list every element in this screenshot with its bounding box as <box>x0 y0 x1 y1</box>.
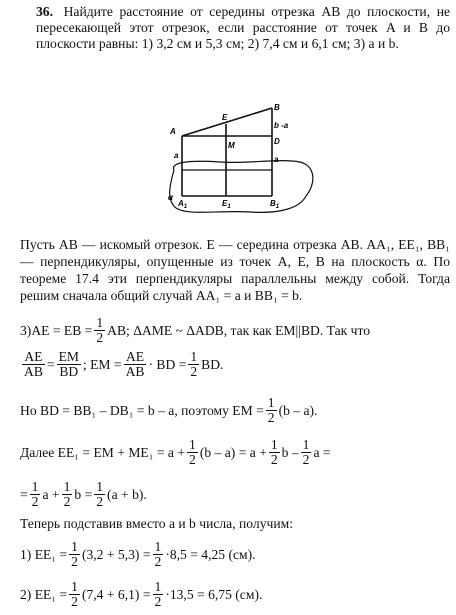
solution-line-2: $\frac{AE}{AB}$ = $\frac{EM}{BD}$ ; EM = $\frac{AE}{AB}$ · BD = $\frac{1}{2}$ BD. <box>24 349 224 379</box>
solution-line-5: = $\frac{1}{2}$ a + $\frac{1}{2}$ b = $\frac{1}{2}$ (a + b). <box>20 479 147 509</box>
label-A1: $A_1$ <box>178 199 188 210</box>
fraction: $\frac{1}{2}$ <box>189 437 196 467</box>
label-A: A <box>170 127 176 136</box>
solution-line-4: Далее EE₁ = EM + ME₁ = a + $\frac{1}{2}$ (b – a) = a + $\frac{1}{2}$ b – $\frac{1}{2}$ a = <box>20 437 331 467</box>
label-a-right: a <box>274 155 279 164</box>
fraction: $\frac{1}{2}$ <box>154 539 162 569</box>
label-B1: $B_1$ <box>270 199 280 210</box>
fraction: $\frac{1}{2}$ <box>190 349 198 379</box>
problem-number: 36. <box>36 4 53 19</box>
fraction: $\frac{1}{2}$ <box>71 579 78 609</box>
label-E: E <box>222 113 228 122</box>
label-B: B <box>274 104 280 112</box>
label-D: D <box>274 137 280 146</box>
fraction: $\frac{1}{2}$ <box>63 479 71 509</box>
solution-line-6: Теперь подставив вместо a и b числа, получим: <box>20 516 293 531</box>
fraction: $\frac{1}{2}$ <box>31 479 39 509</box>
label-b-minus-a: b -a <box>274 121 289 130</box>
fraction: $\frac{1}{2}$ <box>267 395 275 425</box>
problem-text: Найдите расстояние от середины отрезка AB до плоскости, не пересекающей этот отрезок, если расстояние от точек A и B до плоскости равны: 1) 3,2 см и 5,3 см; 2) 7,4 см и 6,1 см; 3) a и b. <box>36 4 450 52</box>
solution-line-3: Но BD = BB₁ – DB₁ = b – a, поэтому EM = $\frac{1}{2}$ (b – a). <box>20 395 318 425</box>
fraction: $\frac{1}{2}$ <box>96 315 104 345</box>
geometry-figure <box>160 104 320 224</box>
fraction: $\frac{AE}{AB}$ <box>125 349 145 379</box>
label-M: M <box>228 141 235 150</box>
solution-intro: Пусть AB — искомый отрезок. E — середина отрезка AB. AA₁, EE₁, BB₁ — перпендикуляры, опущенные из точек A, E, B на плоскость α. По теореме 17.4 эти перпендикуляры параллельны между собой. Тогда решим сначала общий случай AA₁ = a и BB₁ = b. <box>20 237 450 303</box>
plane-alpha <box>170 161 313 213</box>
fraction: $\frac{1}{2}$ <box>302 437 310 467</box>
label-a-left: a <box>174 151 179 160</box>
problem-statement <box>36 4 450 53</box>
fraction: $\frac{EM}{BD}$ <box>58 349 79 379</box>
label-E1: $E_1$ <box>222 199 231 210</box>
solution-line-1: 3)AE = EB = $\frac{1}{2}$ AB; ΔAME ~ ΔADB, так как EM||BD. Так что <box>20 315 371 345</box>
label-alpha: α <box>168 193 173 202</box>
fraction: $\frac{1}{2}$ <box>96 479 104 509</box>
solution-line-8: 2) EE₁ = $\frac{1}{2}$ (7,4 + 6,1) = $\frac{1}{2}$ ·13,5 = 6,75 (см). <box>20 579 263 609</box>
fraction: $\frac{1}{2}$ <box>154 579 162 609</box>
fraction: $\frac{1}{2}$ <box>270 437 278 467</box>
fraction: $\frac{AE}{AB}$ <box>24 349 43 379</box>
fraction: $\frac{1}{2}$ <box>71 539 78 569</box>
solution-line-7: 1) EE₁ = $\frac{1}{2}$ (3,2 + 5,3) = $\frac{1}{2}$ ·8,5 = 4,25 (см). <box>20 539 256 569</box>
